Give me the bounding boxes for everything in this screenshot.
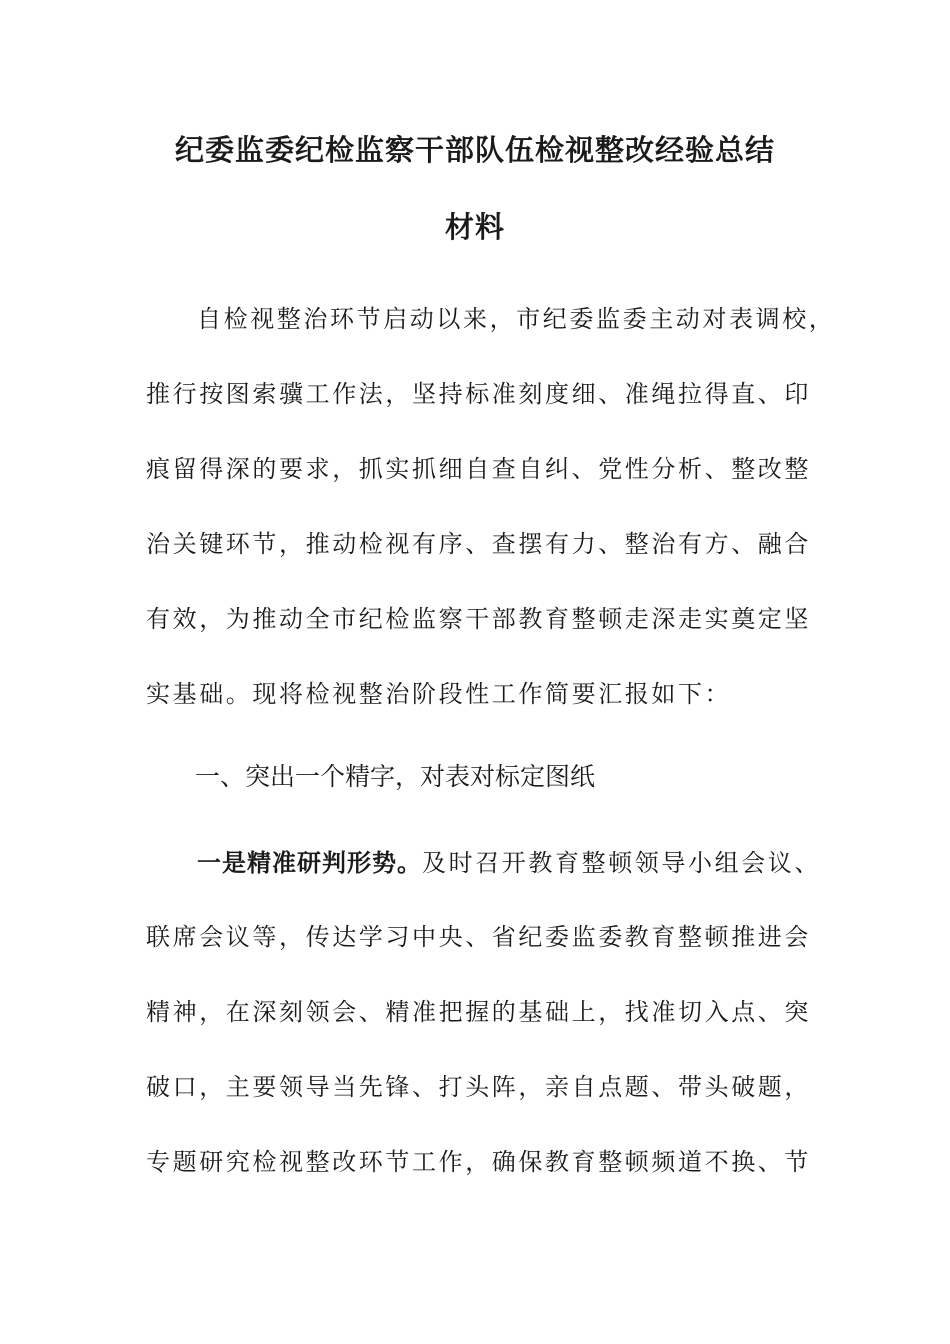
paragraph-line: 专题研究检视整改环节工作，确保教育整顿频道不换、节 [146, 1148, 811, 1176]
section-heading: 一、突出一个精字，对表对标定图纸 [195, 762, 596, 791]
paragraph-line [197, 843, 821, 878]
paragraph-line: 推行按图索骥工作法，坚持标准刻度细、准绳拉得直、印 [146, 380, 811, 408]
paragraph-lead: 一是精准研判形势。 [197, 849, 422, 877]
document-title-line-1: 纪委监委纪检监察干部队伍检视整改经验总结 [174, 133, 775, 167]
paragraph-line: 有效，为推动全市纪检监察干部教育整顿走深走实奠定坚 [146, 605, 811, 633]
paragraph-line: 实基础。现将检视整治阶段性工作简要汇报如下： [146, 680, 732, 708]
paragraph-line: 联席会议等，传达学习中央、省纪委监委教育整顿推进会 [146, 923, 811, 951]
paragraph-line: 自检视整治环节启动以来，市纪委监委主动对表调校， [197, 305, 836, 333]
paragraph-line: 精神，在深刻领会、精准把握的基础上，找准切入点、突 [146, 998, 811, 1026]
paragraph-line: 痕留得深的要求，抓实抓细自查自纠、党性分析、整改整 [146, 455, 811, 483]
paragraph-line: 破口，主要领导当先锋、打头阵，亲自点题、带头破题， [146, 1073, 811, 1101]
document-title-line-2: 材料 [444, 210, 505, 244]
paragraph-line-text: 及时召开教育整顿领导小组会议、 [422, 849, 821, 877]
paragraph-line: 治关键环节，推动检视有序、查摆有力、整治有方、融合 [146, 530, 811, 558]
